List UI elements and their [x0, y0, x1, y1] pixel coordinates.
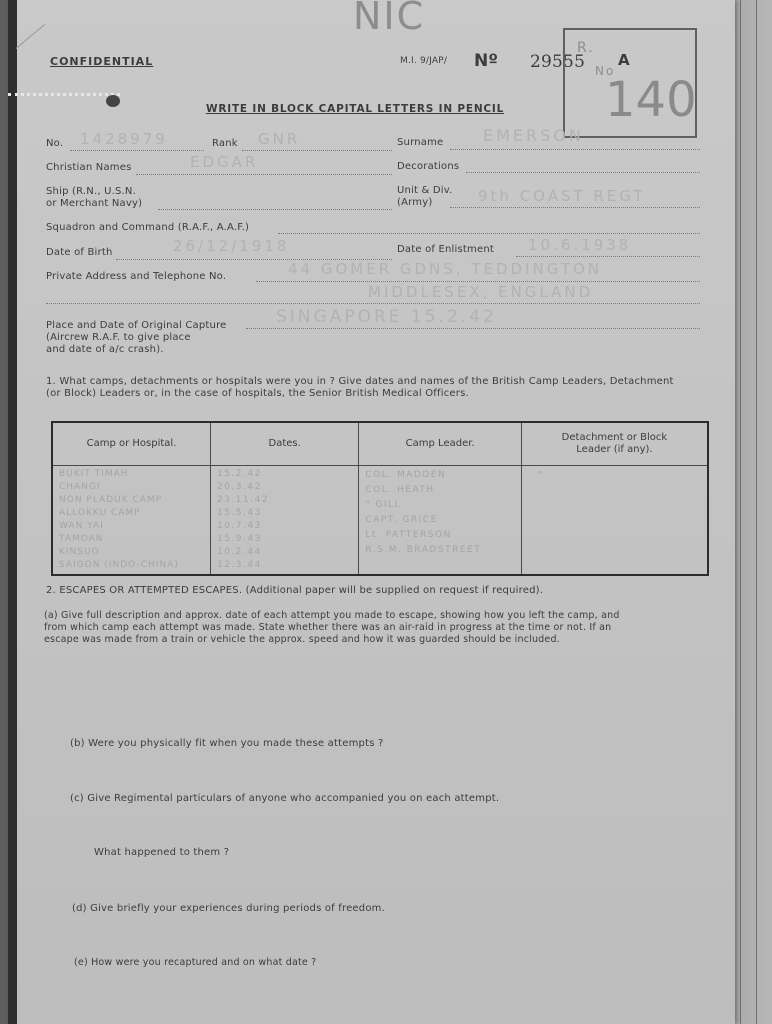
header-camp-leader: Camp Leader.	[359, 422, 521, 466]
form-reference: M.I. 9/JAP/	[400, 56, 448, 66]
question-2-title: 2. ESCAPES OR ATTEMPTED ESCAPES. (Additional paper will be supplied on request if required).	[46, 585, 544, 596]
ship-label: Ship (R.N., U.S.N. or Merchant Navy)	[46, 186, 143, 209]
form-page	[8, 0, 735, 1024]
unit-label: Unit & Div. (Army)	[397, 185, 453, 208]
capture-label: Place and Date of Original Capture (Aircrew R.A.F. to give place and date of a/c crash).	[46, 320, 227, 355]
dates-cell: 15.2.42 20.3.42 23.11.42 15.5.43 10.7.43 15.9.43 10.2.44 12.3.44	[210, 466, 358, 576]
question-2e: (e) How were you recaptured and on what date ?	[74, 957, 317, 968]
christian-names-label: Christian Names	[46, 162, 132, 173]
decorations-label: Decorations	[397, 161, 460, 172]
address-line-1: 44 GOMER GDNS, TEDDINGTON	[288, 260, 603, 278]
box-number: 140	[605, 72, 697, 128]
classification: CONFIDENTIAL	[50, 55, 154, 68]
rank-label: Rank	[212, 138, 238, 149]
box-stamp-top: R.	[577, 40, 595, 56]
surname-label: Surname	[397, 137, 444, 148]
question-2c-followup: What happened to them ?	[94, 847, 230, 858]
number-prefix: Nº	[474, 51, 499, 71]
registry-stamp-box	[563, 28, 697, 138]
dob-value: 26/12/1918	[173, 237, 290, 255]
serial-number: 29555	[530, 52, 586, 72]
tie-string	[8, 93, 120, 106]
question-2b: (b) Were you physically fit when you made these attempts ?	[70, 738, 384, 749]
dob-label: Date of Birth	[46, 247, 113, 258]
christian-names-value: EDGAR	[190, 153, 259, 171]
header-dates: Dates.	[210, 422, 358, 466]
box-stamp-no: No	[595, 64, 616, 78]
instruction-heading: WRITE IN BLOCK CAPITAL LETTERS IN PENCIL	[206, 103, 505, 115]
binding-strip	[8, 0, 17, 1024]
squadron-label: Squadron and Command (R.A.F., A.A.F.)	[46, 222, 250, 233]
detachment-cell: "	[537, 470, 544, 481]
stamp-top: NIC	[353, 0, 426, 38]
question-2c: (c) Give Regimental particulars of anyone who accompanied you on each attempt.	[70, 793, 500, 804]
question-2a: (a) Give full description and approx. date of each attempt you made to escape, showing how you left the camp, and from which camp each attempt was made. State whether there was an air-raid in progress at the time or not. If an escape was made from a train or vehicle the approx. speed and how it was guarded should be included.	[44, 610, 620, 645]
address-line-2: MIDDLESEX, ENGLAND	[368, 283, 594, 301]
corner-fold	[16, 24, 46, 49]
enlistment-value: 10.6.1938	[528, 236, 632, 254]
capture-value: SINGAPORE 15.2.42	[276, 307, 497, 327]
no-value: 1428979	[80, 130, 168, 148]
question-2d: (d) Give briefly your experiences during periods of freedom.	[72, 903, 385, 914]
question-1: 1. What camps, detachments or hospitals were you in ? Give dates and names of the British Camp Leaders, Detachment (or Block) Leaders or, in the case of hospitals, the Senior British Medical Officers.	[46, 376, 674, 399]
unit-value: 9th COAST REGT	[478, 187, 646, 205]
camps-table	[51, 421, 709, 576]
surname-value: EMERSON	[483, 126, 584, 145]
string-knot	[106, 95, 120, 107]
leaders-cell: COL. MADDEN COL. HEATH " GILL CAPT. GRICE Lt. PATTERSON R.S.M. BRADSTREET	[359, 466, 521, 576]
address-label: Private Address and Telephone No.	[46, 271, 227, 282]
no-label: No.	[46, 138, 64, 149]
enlistment-label: Date of Enlistment	[397, 244, 494, 255]
camps-cell: BUKIT TIMAH CHANGI NON PLADUK CAMP ALLOKKU CAMP WAN YAI TAMOAN KINSUO SAIGON (INDO-CHINA)	[52, 466, 210, 576]
header-detachment: Detachment or Block Leader (if any).	[521, 422, 708, 466]
header-camp: Camp or Hospital.	[52, 422, 210, 466]
serial-suffix: A	[618, 51, 630, 69]
rank-value: GNR	[258, 130, 301, 148]
